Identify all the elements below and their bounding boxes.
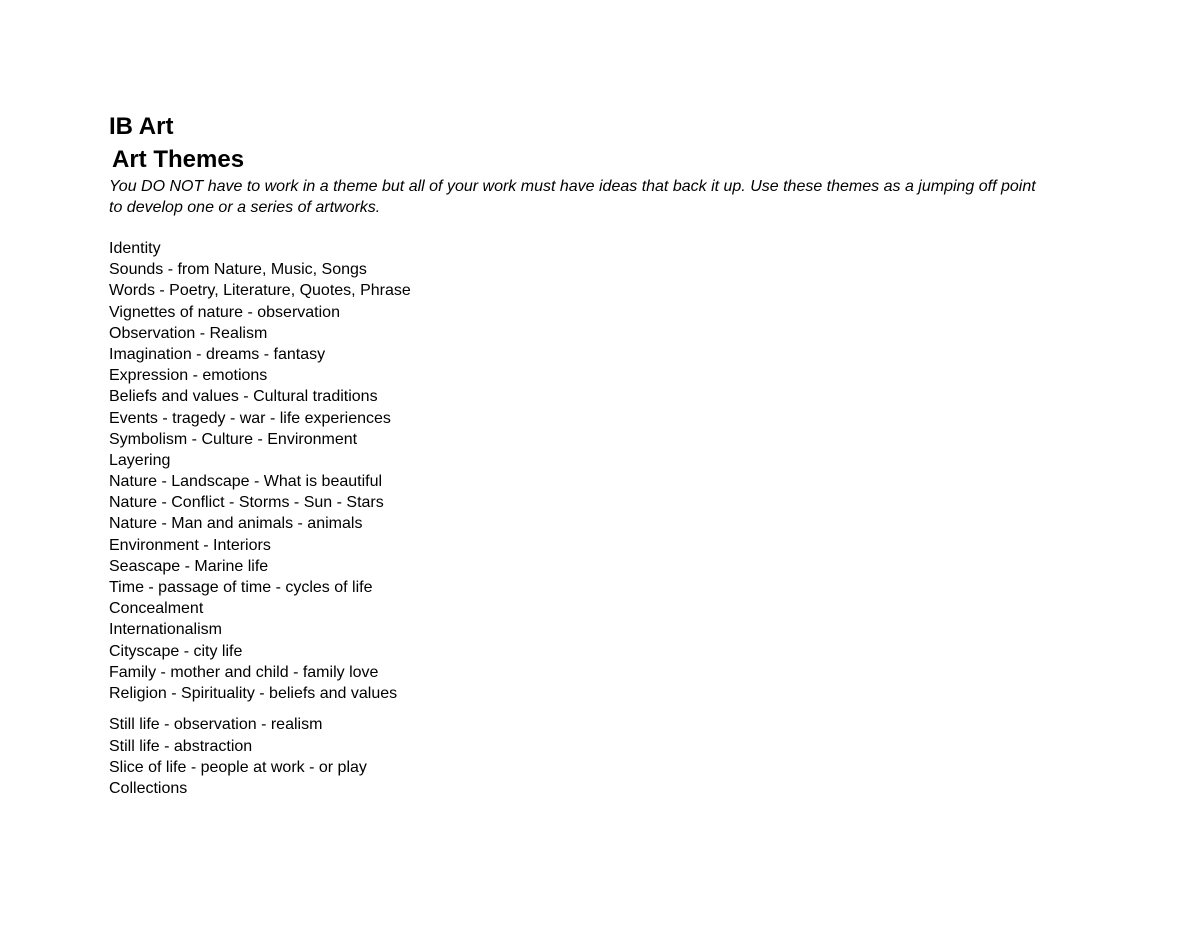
- list-item: Layering: [109, 451, 171, 469]
- list-item: Still life - observation - realism: [109, 716, 323, 734]
- list-item: Sounds - from Nature, Music, Songs: [109, 261, 367, 279]
- list-item: Religion - Spirituality - beliefs and values: [109, 684, 398, 702]
- list-item: Words - Poetry, Literature, Quotes, Phrase: [109, 282, 411, 300]
- list-item: Still life - abstraction: [109, 737, 253, 755]
- list-item: Cityscape - city life: [109, 642, 243, 660]
- list-item: Family - mother and child - family love: [109, 663, 379, 681]
- list-item: Seascape - Marine life: [109, 557, 269, 575]
- list-item: Nature - Man and animals - animals: [109, 515, 363, 533]
- list-item: Imagination - dreams - fantasy: [109, 345, 326, 363]
- list-item: Concealment: [109, 600, 204, 618]
- document-page: [109, 112, 1109, 800]
- list-item: Nature - Landscape - What is beautiful: [109, 473, 383, 491]
- list-item: Beliefs and values - Cultural traditions: [109, 388, 378, 406]
- list-item: Symbolism - Culture - Environment: [109, 430, 358, 448]
- list-item: Vignettes of nature - observation: [109, 303, 340, 321]
- document-title: IB Art: [109, 113, 174, 140]
- list-item: Expression - emotions: [109, 367, 268, 385]
- list-item: Nature - Conflict - Storms - Sun - Stars: [109, 494, 384, 512]
- list-item: Identity: [109, 240, 161, 257]
- list-item: Environment - Interiors: [109, 536, 271, 554]
- theme-list-extra: [109, 714, 1109, 800]
- list-item: Slice of life - people at work - or play: [109, 758, 367, 776]
- intro-paragraph: You DO NOT have to work in a theme but all of your work must have ideas that back it up. Use these themes as a jumping off point to develop one or a series of artworks.: [109, 178, 1036, 216]
- list-item: Observation - Realism: [109, 324, 268, 342]
- list-item: Internationalism: [109, 621, 222, 639]
- document-subtitle: Art Themes: [112, 146, 245, 173]
- list-item: Time - passage of time - cycles of life: [109, 579, 373, 596]
- list-item: Events - tragedy - war - life experiences: [109, 409, 391, 427]
- list-item: Collections: [109, 780, 188, 798]
- theme-list: [109, 238, 1109, 704]
